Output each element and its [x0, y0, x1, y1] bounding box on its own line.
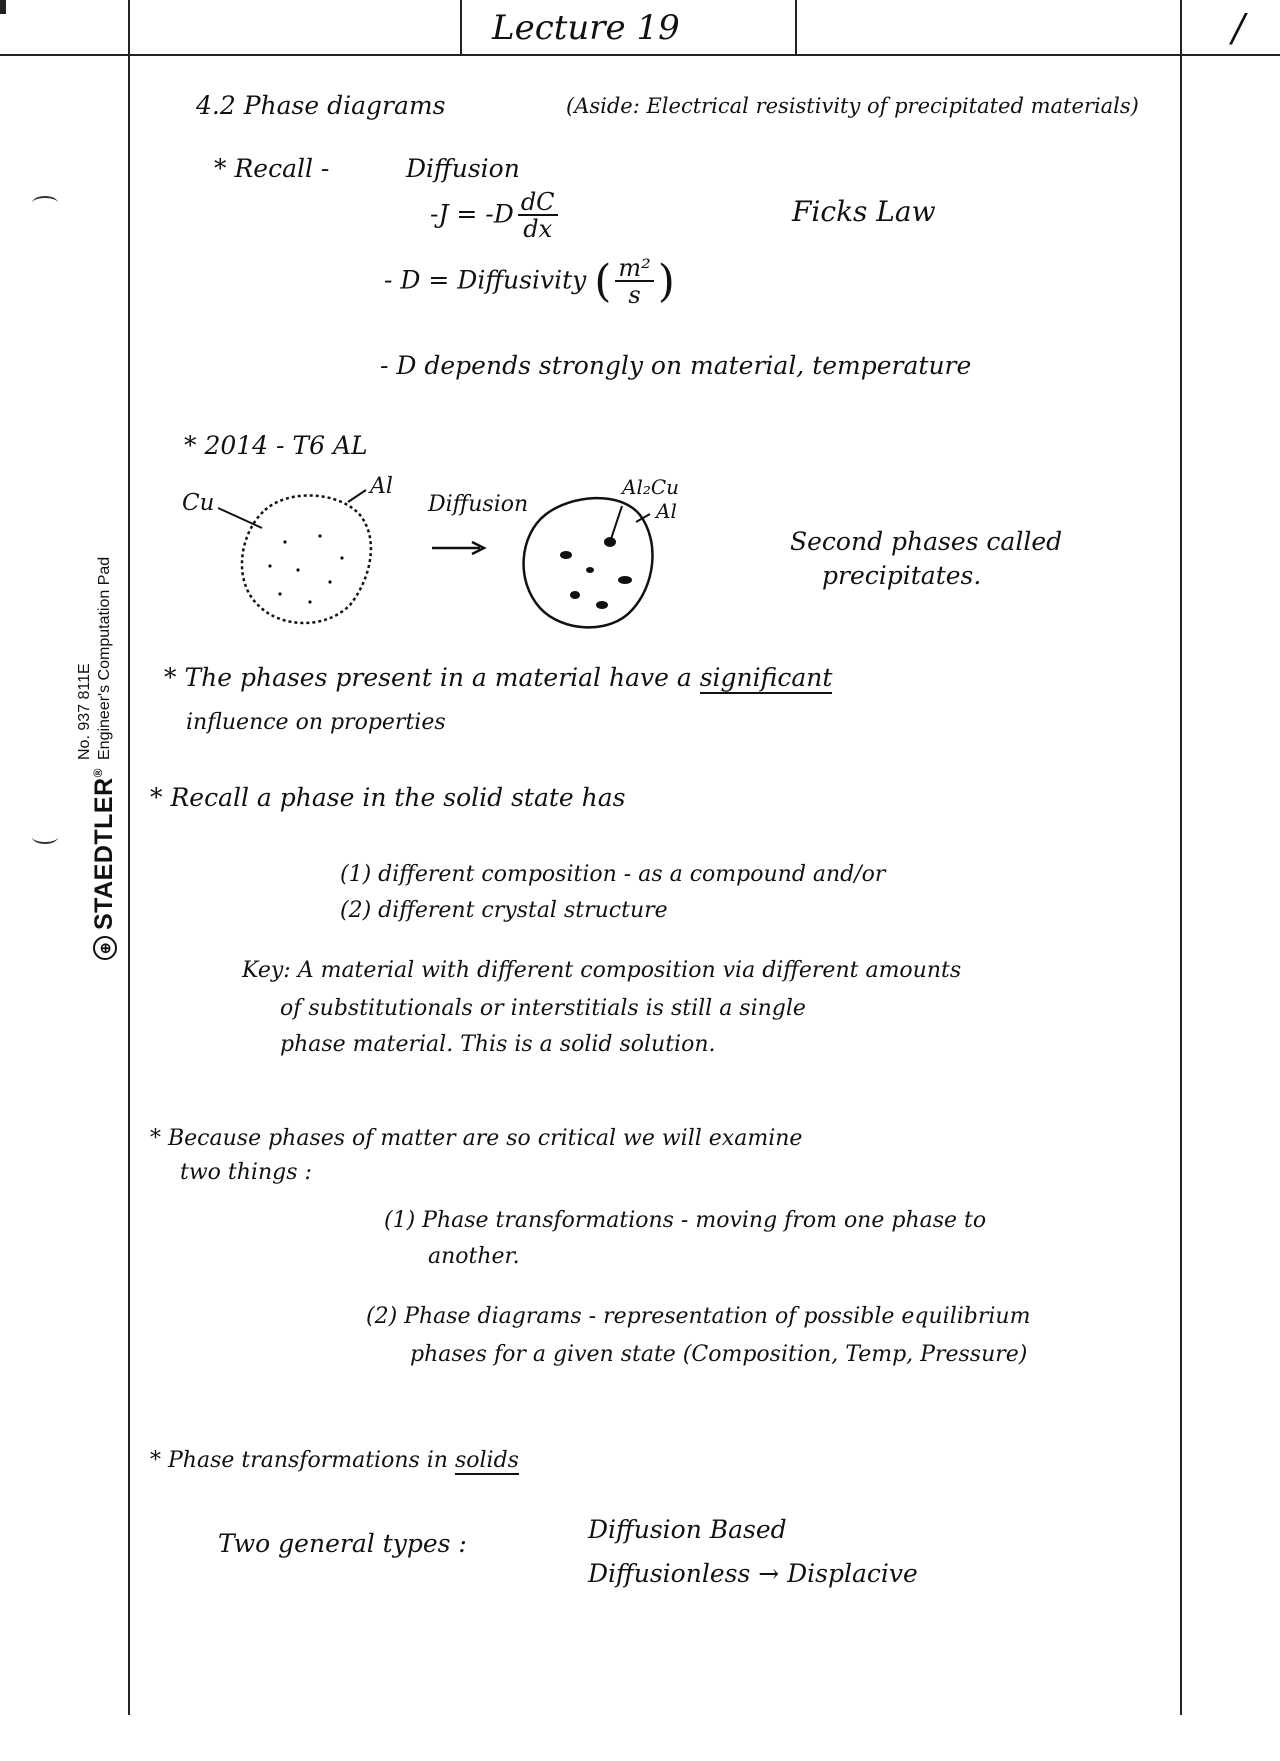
diffusivity-definition	[384, 256, 675, 308]
margin-tick-bottom	[32, 830, 58, 844]
key-note-line-3: phase material. This is a solid solution.	[280, 1032, 716, 1057]
units-denominator: s	[628, 281, 641, 309]
aside-note: (Aside: Electrical resistivity of precipitated materials)	[566, 94, 1139, 118]
sketch-arrow-label: Diffusion	[428, 492, 529, 517]
pad-imprint	[62, 400, 152, 960]
phases-text: * The phases present in a material have a	[164, 663, 692, 692]
recall-topic: Diffusion	[406, 154, 520, 183]
page-number: /	[1232, 6, 1245, 50]
significant-underlined: significant	[699, 663, 833, 692]
recall-label: * Recall -	[214, 154, 330, 183]
diffusivity-units	[615, 256, 653, 308]
ficks-lhs: -J = -D	[430, 199, 514, 229]
phase-diagrams-line-2: phases for a given state (Composition, Temp, Pressure)	[410, 1342, 1028, 1367]
second-phases-line-1: Second phases called	[790, 527, 1063, 556]
header-rule	[0, 54, 1280, 56]
ficks-fraction	[518, 190, 558, 242]
types-label: Two general types :	[218, 1529, 467, 1558]
pad-product-name: Engineer's Computation Pad	[96, 556, 113, 760]
grain-after	[524, 498, 653, 627]
solids-underlined: solids	[454, 1448, 519, 1473]
type-diffusionless: Diffusionless → Displacive	[588, 1559, 918, 1588]
lecture-title: Lecture 19	[492, 8, 680, 48]
type-diffusion-based: Diffusion Based	[588, 1515, 787, 1544]
ficks-denominator: dx	[523, 215, 553, 243]
ficks-law-name: Ficks Law	[792, 195, 936, 228]
margin-tick-top	[32, 196, 58, 210]
pad-model-number: No. 937 811E	[76, 663, 93, 760]
alloy-heading: * 2014 - T6 AL	[184, 431, 368, 460]
because-line-2: two things :	[180, 1160, 312, 1185]
transformations-heading	[150, 1448, 519, 1473]
phase-transformations-line-2: another.	[428, 1244, 520, 1269]
corner-mark	[0, 0, 6, 14]
phase-transformations-line-1: (1) Phase transformations - moving from one phase to	[384, 1208, 987, 1233]
key-note-line-2: of substitutionals or interstitials is still a single	[280, 996, 806, 1021]
sketch-label-cu: Cu	[182, 490, 215, 516]
phase-criterion-1: (1) different composition - as a compound and/or	[340, 862, 886, 887]
sketch-label-al-right: Al	[656, 499, 677, 523]
recall-phase-heading: * Recall a phase in the solid state has	[150, 783, 626, 812]
second-phases-line-2: precipitates.	[822, 561, 982, 590]
phase-diagrams-line-1: (2) Phase diagrams - representation of possible equilibrium	[366, 1304, 1031, 1329]
staedtler-logo-icon: ⊕	[93, 936, 117, 960]
because-line-1: * Because phases of matter are so critical we will examine	[150, 1126, 803, 1151]
close-paren: )	[657, 255, 675, 307]
open-paren: (	[594, 255, 612, 307]
ficks-numerator: dC	[518, 190, 558, 216]
transformations-text: * Phase transformations in	[150, 1448, 448, 1473]
cu-leader	[218, 508, 262, 528]
section-title: 4.2 Phase diagrams	[196, 91, 446, 120]
right-margin-line	[1180, 0, 1182, 1715]
depends-note: - D depends strongly on material, temperature	[380, 351, 972, 380]
units-numerator: m²	[615, 256, 653, 282]
sketch-label-al2cu: Al₂Cu	[622, 475, 680, 499]
phases-statement-line-1	[164, 664, 832, 693]
al-leader-left	[348, 490, 366, 502]
header-divider-2	[795, 0, 797, 55]
dissolved-cu-dots	[268, 534, 343, 603]
key-note-line-1: Key: A material with different composition via different amounts	[242, 958, 962, 983]
phases-statement-line-2: influence on properties	[186, 710, 446, 735]
grain-before	[242, 495, 371, 623]
header-divider-1	[460, 0, 462, 55]
ficks-law-equation	[430, 190, 562, 242]
diffusivity-lhs: - D = Diffusivity	[384, 265, 587, 295]
phase-criterion-2: (2) different crystal structure	[340, 898, 668, 923]
precipitate-particles	[560, 537, 632, 609]
sketch-label-al-left: Al	[370, 474, 393, 499]
al2cu-leader	[610, 506, 622, 542]
brand-name: ⊕STAEDTLER®	[90, 768, 119, 960]
